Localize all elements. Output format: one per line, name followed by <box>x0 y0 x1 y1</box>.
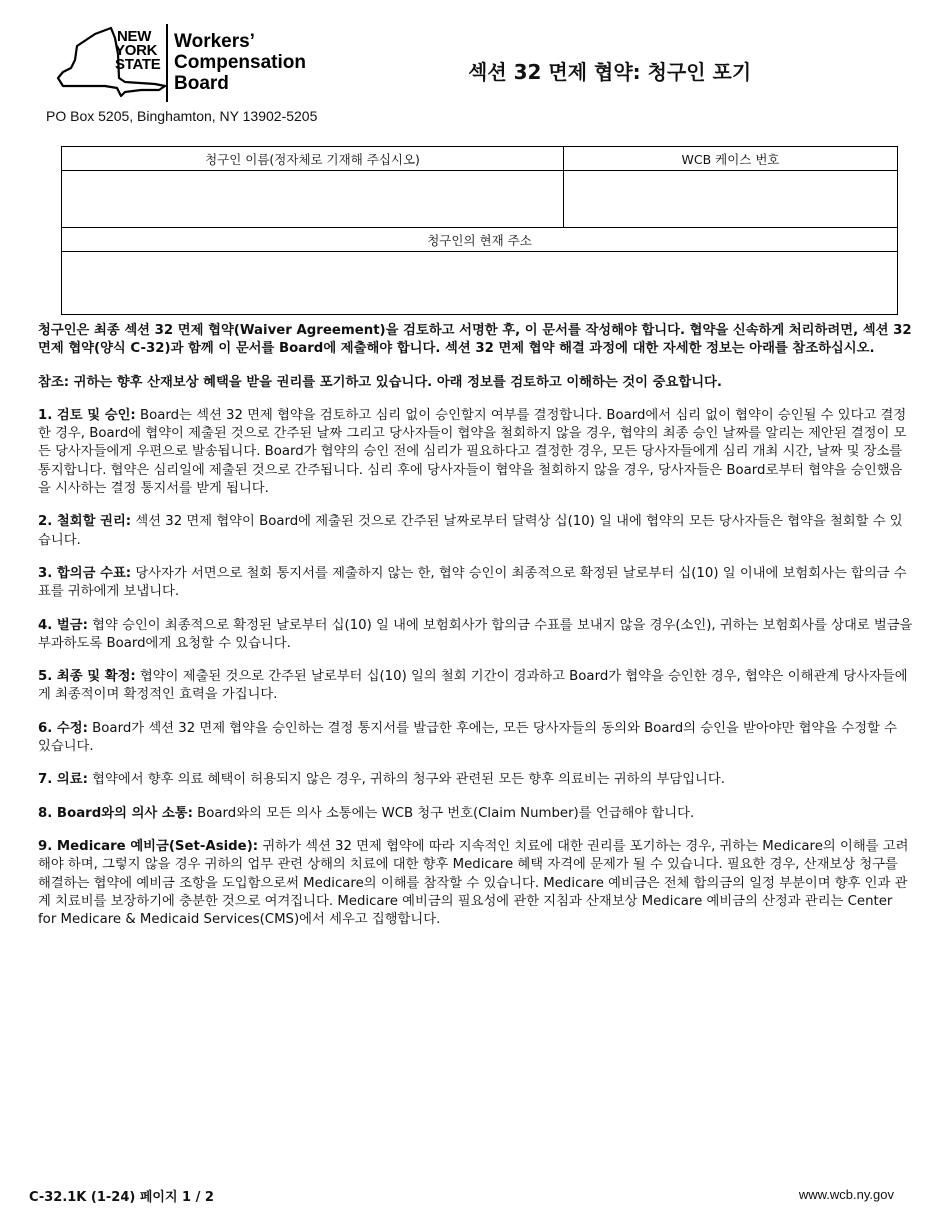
section-text: 협약에서 향후 의료 혜택이 허용되지 않은 경우, 귀하의 청구와 관련된 모든 향후 의료비는 귀하의 부담입니다. <box>87 772 725 788</box>
section-heading: 1. 검토 및 승인: <box>38 407 136 423</box>
logo-board-name: Workers’ Compensation Board <box>174 31 306 94</box>
section-text: Board와의 모든 의사 소통에는 WCB 청구 번호(Claim Number)를 언급해야 합니다. <box>192 805 695 821</box>
logo-state-text: NEW YORK STATE <box>115 28 161 73</box>
section-paragraph <box>38 407 914 498</box>
website-link[interactable]: www.wcb.ny.gov <box>798 1187 894 1202</box>
section-text: 당사자가 서면으로 철회 통지서를 제출하지 않는 한, 협약 승인이 최종적으로 확정된 날로부터 십(10) 일 이내에 보험회사는 합의금 수표를 귀하에게 보냅니다. <box>38 565 907 600</box>
board-address: PO Box 5205, Binghamton, NY 13902-5205 <box>46 108 318 124</box>
claimant-name-field[interactable] <box>62 171 564 228</box>
section-text: Board가 섹션 32 면제 협약을 승인하는 결정 통지서를 발급한 후에는, 모든 당사자들의 동의와 Board의 승인을 받아야만 협약을 수정할 수 있습니다. <box>38 720 897 755</box>
section-paragraph <box>38 771 914 789</box>
section-heading: 6. 수정: <box>38 720 88 736</box>
logo-divider <box>166 24 168 102</box>
case-number-field[interactable] <box>564 171 898 228</box>
claimant-name-label: 청구인 이름(정자체로 기재해 주십시오) <box>62 147 564 171</box>
claimant-info-form <box>61 146 898 315</box>
section-paragraph <box>38 668 914 705</box>
section-text: 섹션 32 면제 협약이 Board에 제출된 것으로 간주된 날짜로부터 달력상 십(10) 일 내에 협약의 모든 당사자들은 협약을 철회할 수 있습니다. <box>38 514 903 548</box>
page-title: 섹션 32 면제 협약: 청구인 포기 <box>468 60 752 84</box>
wcb-logo <box>55 24 317 102</box>
intro-paragraph: 청구인은 최종 섹션 32 면제 협약(Waiver Agreement)을 검토하고 서명한 후, 이 문서를 작성해야 합니다. 협약을 신속하게 처리하려면, 섹션 32 면제 협약(양식 C-32)과 함께 이 문서를 Board에 제출해야 합니다. 섹션 32 면제 협약 해결 과정에 대한 자세한 정보는 아래를 참조하십시오. <box>38 323 912 357</box>
form-id: C-32.1K (1-24) 페이지 1 / 2 <box>29 1190 214 1205</box>
section-paragraph <box>38 720 914 757</box>
section-text: Board는 섹션 32 면제 협약을 검토하고 심리 없이 승인할지 여부를 결정합니다. Board에서 심리 없이 협약이 승인될 수 있다고 결정한 경우, Board에 협약이 제출된 것으로 간주된 날짜 그리고 당사자들이 협약을 철회하지 않을 경우, 협약의 최종 승인 날짜를 알리는 제안된 결정이 모든 당사자들에게 우편으로 발송됩니다. Board가 협약의 승인 전에 심리가 필요하다고 결정한 경우, 모든 당사자들에게 심리 개최 시간, 날짜 및 장소를 통지합니다. 협약은 심리일에 제출된 것으로 간주됩니다. 심리 후에 당사자들이 협약을 철회하지 않을 경우, 당사자들은 Board로부터 협약을 승인했음을 시사하는 결정 통지서를 받게 됩니다. <box>38 407 907 497</box>
section-paragraph <box>38 805 914 823</box>
section-heading: 7. 의료: <box>38 772 88 788</box>
section-paragraph <box>38 565 914 602</box>
section-heading: 5. 최종 및 확정: <box>38 669 136 685</box>
section-paragraph <box>38 513 914 550</box>
document-body <box>38 322 914 944</box>
section-paragraph <box>38 617 914 654</box>
section-heading: 2. 철회할 권리: <box>38 514 132 530</box>
address-label: 청구인의 현재 주소 <box>62 228 898 252</box>
section-text: 협약이 제출된 것으로 간주된 날로부터 십(10) 일의 철회 기간이 경과하고 Board가 협약을 승인한 경우, 협약은 이해관계 당사자들에게 최종적이며 확정적인 효력을 가집니다. <box>38 669 908 703</box>
section-heading: 9. Medicare 예비금(Set-Aside): <box>38 838 259 854</box>
notice-paragraph: 참조: 귀하는 향후 산재보상 혜택을 받을 권리를 포기하고 있습니다. 아래 정보를 검토하고 이해하는 것이 중요합니다. <box>38 374 722 390</box>
section-heading: 3. 합의금 수표: <box>38 565 132 581</box>
address-field[interactable] <box>62 252 898 315</box>
section-heading: 4. 벌금: <box>38 617 88 633</box>
case-number-label: WCB 케이스 번호 <box>564 147 898 171</box>
section-text: 협약 승인이 최종적으로 확정된 날로부터 십(10) 일 내에 보험회사가 합의금 수표를 보내지 않을 경우(소인), 귀하는 보험회사를 상대로 벌금을 부과하도록 Board에게 요청할 수 있습니다. <box>38 617 913 651</box>
section-paragraph <box>38 838 914 929</box>
section-heading: 8. Board와의 의사 소통: <box>38 805 193 821</box>
section-text: 귀하가 섹션 32 면제 협약에 따라 지속적인 치료에 대한 권리를 포기하는 경우, 귀하는 Medicare의 이해를 고려해야 하며, 그렇지 않을 경우 귀하의 업무 관련 상해의 치료에 대한 향후 Medicare 혜택 자격에 문제가 될 수 있습니다. 필요한 경우, 산재보상 청구를 해결하는 협약에 예비금 조항을 도입함으로써 Medicare의 이해를 참작할 수 있습니다. Medicare 예비금은 전체 합의금의 일정 부분이며 향후 인과 관계 치료비를 보장하기에 충분한 것으로 여겨집니다. Medicare 예비금의 필요성에 관한 지침과 산재보상 Medicare 예비금의 산정과 관리는 Center for Medicare & Medicaid Services(CMS)에서 세우고 집행합니다. <box>38 838 909 928</box>
